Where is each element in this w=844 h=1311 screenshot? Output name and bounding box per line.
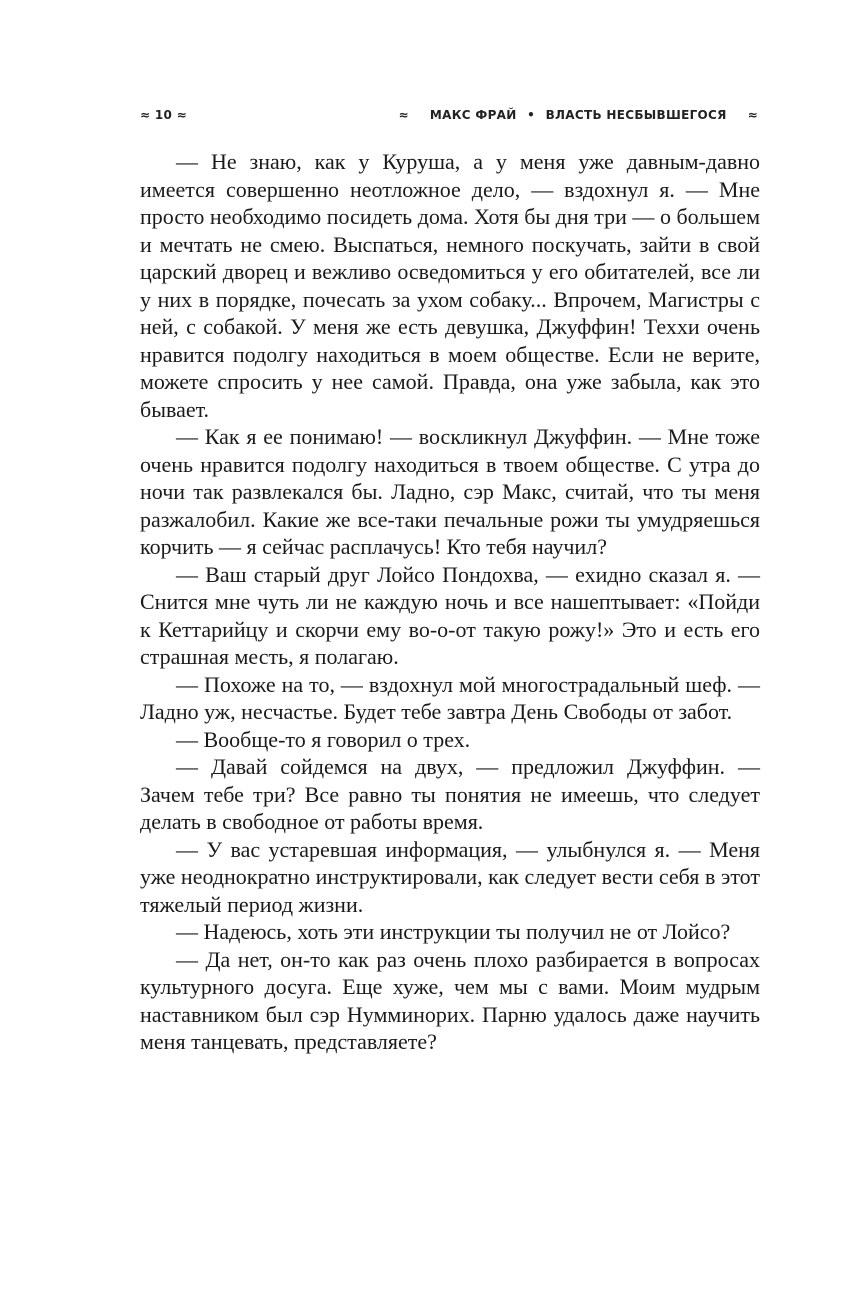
tilde-left-ornament: ≈ — [398, 108, 409, 122]
paragraph: — У вас устаревшая информация, — улыбнулся я. — Меня уже неоднократно инструктировали, как следует вести себя в этот тяжелый период жизни. — [140, 836, 760, 917]
tilde-right-ornament: ≈ — [747, 108, 758, 122]
paragraph: — Да нет, он-то как раз очень плохо разбирается в вопросах культурного досуга. Еще хуже, чем мы с вами. Моим мудрым наставником был сэр Нумминорих. Парню удалось даже научить меня танцевать, представляете? — [140, 946, 760, 1054]
page-header — [140, 108, 758, 128]
paragraph: — Давай сойдемся на двух, — предложил Джуффин. — Зачем тебе три? Все равно ты понятия не имеешь, что следует делать в свободное от работы время. — [140, 754, 760, 834]
running-head — [399, 108, 758, 122]
book-title: ВЛАСТЬ НЕСБЫВШЕГОСЯ — [545, 108, 727, 122]
paragraph: — Похоже на то, — вздохнул мой многострадальный шеф. — Ладно уж, несчастье. Будет тебе завтра День Свободы от забот. — [140, 671, 760, 724]
paragraph: — Ваш старый друг Лойсо Пондохва, — ехидно сказал я. — Снится мне чуть ли не каждую ночь и все нашептывает: «Пойди к Кеттарийцу и скорчи ему во-о-от такую рожу!» Это и есть его страшная месть, я полагаю. — [140, 561, 760, 669]
paragraph: — Как я ее понимаю! — воскликнул Джуффин. — Мне тоже очень нравится подолгу находиться в твоем обществе. С утра до ночи так развлекался бы. Ладно, сэр Макс, считай, что ты меня разжалобил. Какие же все-таки печальные рожи ты умудряешься корчить — я сейчас расплачусь! Кто тебя научил? — [140, 424, 760, 559]
page-number: ≈ 10 ≈ — [140, 108, 187, 122]
paragraph: — Надеюсь, хоть эти инструкции ты получил не от Лойсо? — [176, 919, 731, 944]
page-body-text — [140, 148, 760, 1056]
paragraph: — Не знаю, как у Куруша, а у меня уже давным-давно имеется совершенно неотложное дело, — вздохнул я. — Мне просто необходимо посидеть дома. Хотя бы дня три — о большем и мечтать не смею. Выспаться, немного поскучать, зайти в свой царский дворец и вежливо осведомиться у его обитателей, все ли у них в порядке, почесать за ухом собаку... Впрочем, Магистры с ней, с собакой. У меня же есть девушка, Джуффин! Теххи очень нравится подолгу находиться в моем обществе. Если не верите, можете спросить у нее самой. Правда, она уже забыла, как это бывает. — [140, 149, 760, 422]
bullet-separator: • — [527, 108, 536, 122]
paragraph: — Вообще-то я говорил о трех. — [176, 726, 471, 752]
author-name: МАКС ФРАЙ — [429, 108, 517, 122]
